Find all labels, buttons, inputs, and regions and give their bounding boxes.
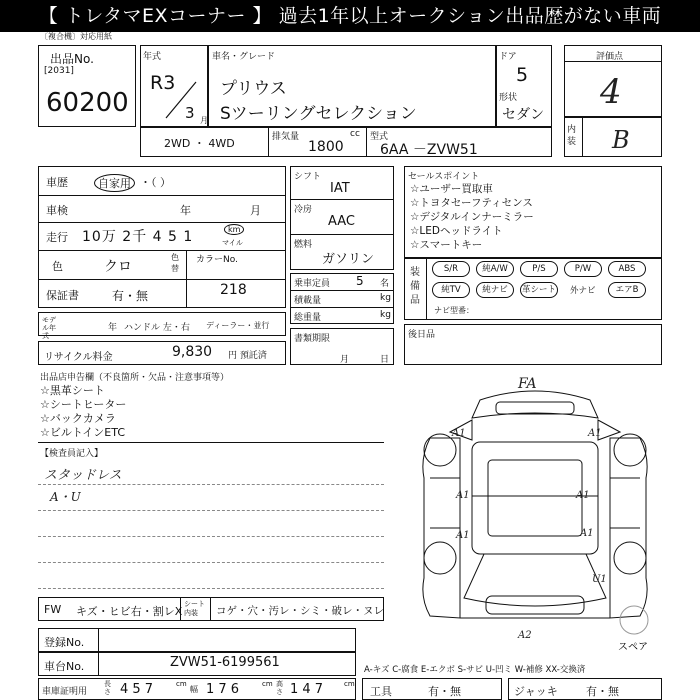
sales-item: ☆デジタルインナーミラー [410, 211, 534, 223]
history-value: 自家用 [94, 174, 135, 192]
store-label: 出品店申告欄（不良箇所・欠品・注意事項等） [40, 373, 230, 383]
chassis-label: 車台No. [44, 660, 85, 673]
height-cm: cm [344, 680, 355, 688]
interior-value: B [612, 126, 630, 154]
damage-mark: A1 [456, 490, 470, 501]
reg-day: 日 [380, 355, 390, 365]
model-year-unit: 年 [108, 323, 118, 333]
load-label: 積載量 [294, 296, 322, 306]
damage-legend: A-キズ C-腐食 E-エクボ S-サビ U-凹ミ W-補修 XX-交換済 [364, 665, 586, 675]
color-change-label: 色替 [171, 253, 179, 273]
damage-mark: A1 [456, 530, 470, 541]
reg-unit: 月 [340, 355, 350, 365]
corner-note: 〔複合機〕対応用紙 [40, 32, 112, 41]
chassis-value: ZVW51-6199561 [170, 655, 280, 670]
length-label: 長さ [104, 680, 111, 696]
score-value: 4 [600, 72, 622, 112]
reg-no-label: 登録No. [44, 636, 85, 649]
equip-abs: ABS [608, 261, 646, 277]
name-label: 車名・グレード [212, 52, 276, 62]
sales-item: ☆トヨタセーフティセンス [410, 197, 533, 209]
equip-navi: 純ナビ [476, 282, 514, 298]
damage-mark: FA [518, 376, 537, 392]
shift-label: シフト [294, 172, 322, 182]
tools-label: 工具 [370, 685, 392, 698]
page-banner: 【 トレタマEXコーナー 】 過去1年以上オークション出品歴がない車両 [0, 0, 700, 32]
mileage-unit: km [224, 224, 244, 235]
lot-code: [2031] [44, 66, 74, 76]
store-item: ☆ビルトインETC [40, 426, 126, 439]
recycle-unit: 円 預託済 [228, 351, 267, 361]
jack-label: ジャッキ [514, 685, 558, 698]
length-value: 4 5 7 [120, 682, 154, 697]
score-label: 評価点 [596, 52, 624, 62]
damage-mark: A1 [452, 428, 466, 439]
disp-label: 排気量 [272, 132, 300, 142]
height-value: 1 4 7 [290, 682, 324, 697]
door-label: ドア [499, 52, 517, 62]
gross-unit: kg [380, 310, 391, 320]
shape-label: 形状 [499, 93, 518, 103]
color-value: クロ [104, 259, 132, 275]
mileage-unit2: マイル [222, 239, 243, 247]
length-cm: cm [176, 680, 187, 688]
after-label: 後日品 [408, 330, 436, 340]
capacity-value: 5 [356, 274, 364, 288]
recycle-fee: 9,830 [172, 344, 213, 360]
car-grade: Sツーリングセレクション [220, 104, 417, 124]
inspection-year: 年 [180, 204, 191, 217]
fw-label: FW [44, 603, 62, 616]
inspector-label: 【検査員記入】 [40, 449, 104, 459]
equip-alloy-wheel: 純A/W [476, 261, 514, 277]
car-damage-diagram [400, 368, 670, 650]
model-year-label: モデル年式 [42, 316, 56, 340]
sales-label: セールスポイント [408, 172, 480, 182]
equip-sr: S/R [432, 261, 470, 277]
seat-label: シート内装 [184, 600, 205, 617]
seat-text: コゲ・穴・汚レ・シミ・破レ・ヌレ [216, 605, 384, 617]
store-item: ☆黒革シート [40, 384, 105, 397]
damage-mark: U1 [592, 574, 607, 585]
jack-value: 有・無 [586, 685, 619, 698]
reg-no-row [38, 628, 356, 652]
damage-mark: A1 [576, 490, 590, 501]
equip-ext-navi: 外ナビ [570, 286, 596, 296]
load-unit: kg [380, 293, 391, 303]
interior-label: 内装 [567, 125, 577, 147]
capacity-unit: 名 [380, 279, 390, 289]
disp-value: 1800 [308, 139, 344, 155]
dealer-label: ディーラー・並行 [206, 321, 270, 330]
history-label: 車歴 [46, 176, 68, 189]
width-label: 幅 [190, 685, 198, 694]
gross-label: 総重量 [294, 313, 322, 323]
month-value: 3 [185, 104, 195, 122]
shift-value: IAT [330, 181, 350, 196]
mileage-label: 走行 [46, 231, 68, 244]
equipment-label: 装備品 [410, 267, 420, 306]
damage-mark: A1 [588, 428, 602, 439]
equip-pw: P/W [564, 261, 602, 277]
inspector-note: A・U [50, 490, 81, 504]
damage-mark: A1 [580, 528, 594, 539]
mileage-value: 10万 2千 4 5 1 [82, 229, 194, 245]
warranty-label: 保証書 [46, 289, 79, 302]
fuel-label: 燃料 [294, 240, 313, 250]
year-value: R3 [150, 72, 176, 94]
equip-leather: 革シート [520, 282, 558, 298]
inspection-month: 月 [250, 204, 261, 217]
ac-value: AAC [328, 214, 355, 229]
year-label: 年式 [143, 52, 162, 62]
sales-item: ☆ユーザー買取車 [410, 183, 493, 195]
equip-tv: 純TV [432, 282, 470, 298]
handle-label: ハンドル 左・右 [124, 323, 190, 333]
store-item: ☆シートヒーター [40, 398, 127, 411]
drive-value: 2WD ・ 4WD [164, 137, 235, 150]
navi-model-label: ナビ型番： [434, 306, 474, 315]
car-name: プリウス [220, 79, 287, 99]
color-label: 色 [52, 260, 63, 273]
disp-unit: cc [350, 129, 360, 139]
capacity-label: 乗車定員 [294, 279, 331, 289]
history-rest: ・（ ） [140, 176, 171, 189]
fuel-value: ガソリン [322, 252, 375, 267]
sales-item: ☆LEDヘッドライト [410, 225, 503, 237]
ac-label: 冷房 [294, 205, 313, 215]
month-unit: 月 [200, 116, 208, 125]
recycle-label: リサイクル料金 [44, 352, 113, 363]
equip-ps: P/S [520, 261, 558, 277]
sales-item: ☆スマートキー [410, 239, 483, 251]
reg-label: 書類期限 [294, 334, 331, 344]
damage-mark: A2 [518, 630, 532, 641]
warranty-value: 有・無 [112, 289, 149, 303]
inspection-label: 車検 [46, 204, 68, 217]
equip-airbag: エアB [608, 282, 646, 298]
color-no-label: カラーNo. [196, 255, 238, 265]
cert-label: 車庫証明用 [42, 687, 88, 697]
color-no-value: 218 [220, 282, 247, 298]
lot-number: 60200 [46, 88, 129, 118]
inspector-note: スタッドレス [44, 468, 122, 483]
fw-text: キズ・ヒビ右・割レX [76, 605, 183, 618]
door-value: 5 [516, 64, 529, 86]
after-box [404, 324, 662, 365]
store-item: ☆バックカメラ [40, 412, 116, 425]
shape-value: セダン [502, 107, 545, 123]
type-label: 型式 [370, 132, 389, 142]
type-value: 6AA －ZVW51 [380, 142, 478, 158]
tools-value: 有・無 [428, 685, 461, 698]
spare-label: スペア [618, 642, 648, 650]
height-label: 高さ [276, 680, 283, 696]
lot-label: 出品No. [50, 52, 94, 66]
width-cm: cm [262, 680, 273, 688]
width-value: 1 7 6 [206, 682, 240, 697]
